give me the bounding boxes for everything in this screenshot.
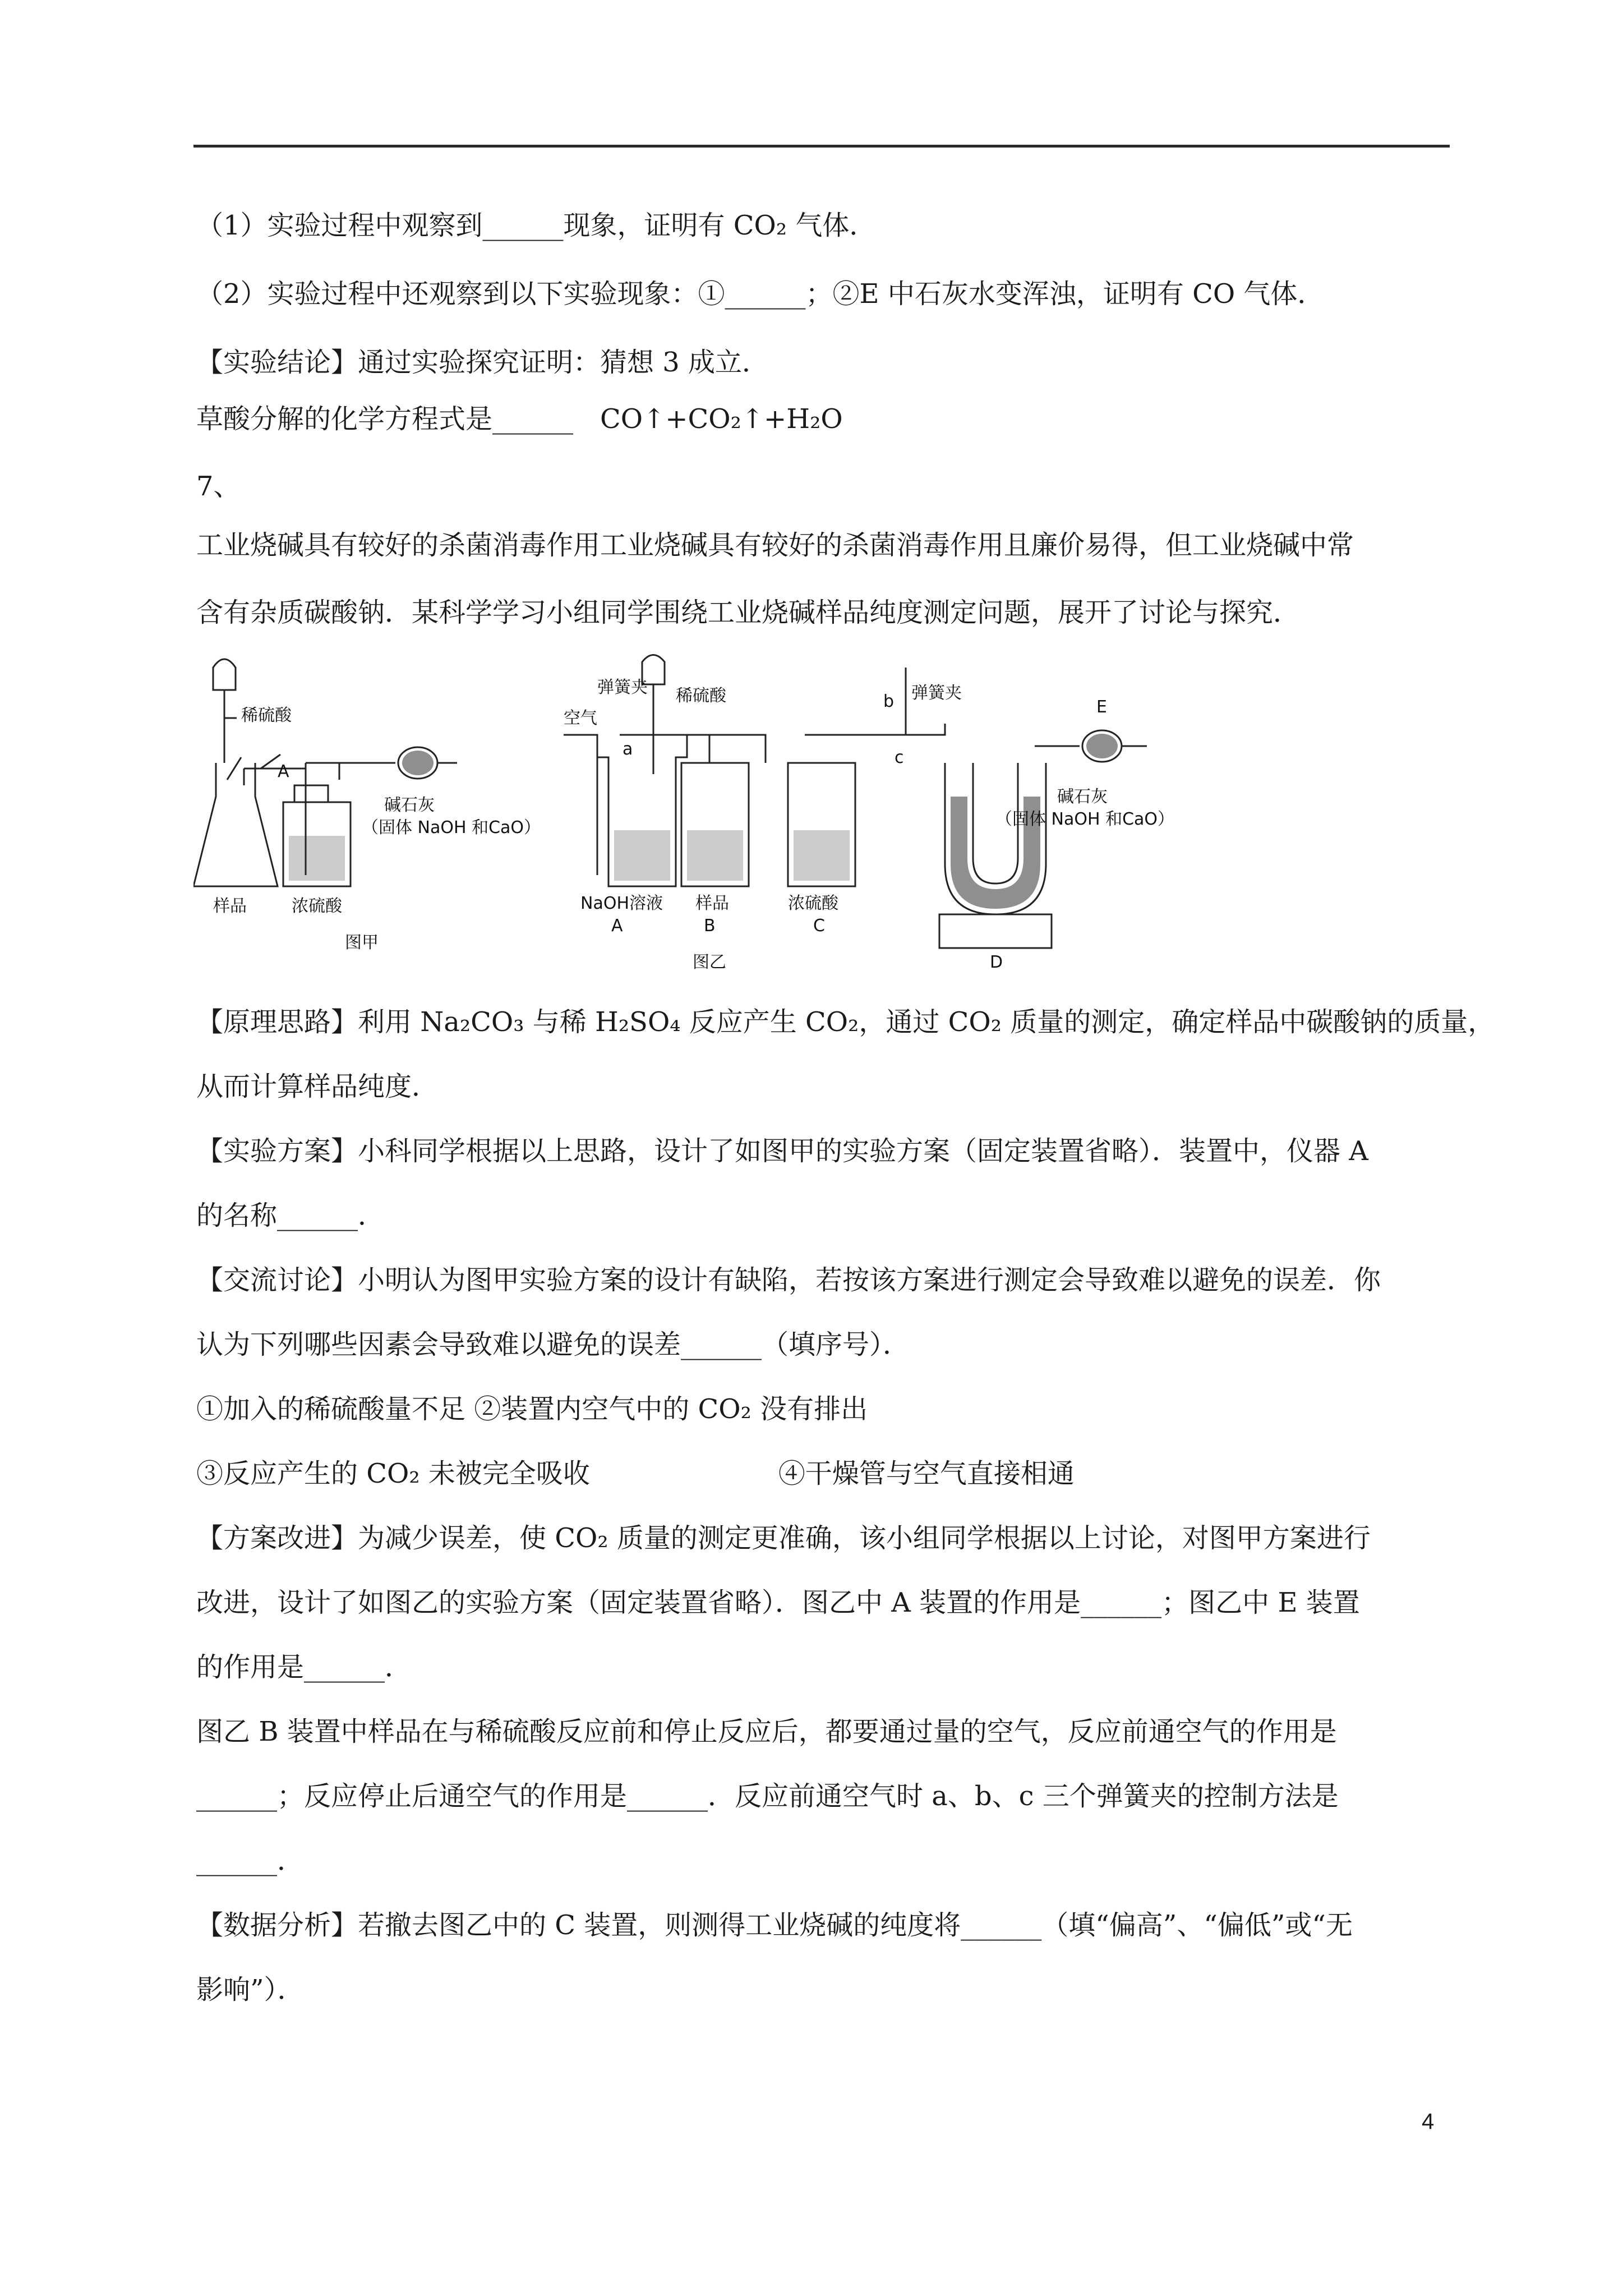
text-line: 的作用是______．	[196, 1651, 412, 1683]
text-line: 【交流讨论】小明认为图甲实验方案的设计有缺陷，若按该方案进行测定会导致难以避免的误差．你	[196, 1264, 1381, 1296]
fig-jia-lime-label-2: （固体 NaOH 和CaO）	[362, 818, 541, 838]
text-line: （1）实验过程中观察到______现象，证明有 CO₂ 气体．	[196, 210, 877, 241]
text-line: 含有杂质碳酸钠．某科学学习小组同学围绕工业烧碱样品纯度测定问题，展开了讨论与探究．	[196, 597, 1301, 628]
fig-yi-label-e: E	[1096, 697, 1107, 717]
question-number: 7、	[196, 471, 241, 502]
text-line: ①加入的稀硫酸量不足 ②装置内空气中的 CO₂ 没有排出	[196, 1393, 868, 1425]
fig-yi-clamp-label-1: 弹簧夹	[597, 678, 648, 697]
fig-jia-acid-label: 浓硫酸	[292, 896, 342, 916]
header-rule	[193, 145, 1450, 148]
text-line: 【实验方案】小科同学根据以上思路，设计了如图甲的实验方案（固定装置省略）．装置中，仪器 A	[196, 1135, 1368, 1167]
text-line: 工业烧碱具有较好的杀菌消毒作用工业烧碱具有较好的杀菌消毒作用且廉价易得，但工业烧碱中常	[196, 530, 1354, 561]
fig-yi-bottle-b-label: 样品	[695, 894, 729, 913]
fig-yi-bottle-a-label: NaOH溶液	[580, 894, 663, 913]
fig-yi-bottle-a-letter: A	[611, 916, 623, 936]
text-line: 【原理思路】利用 Na₂CO₃ 与稀 H₂SO₄ 反应产生 CO₂，通过 CO₂ 质量的测定，确定样品中碳酸钠的质量，	[196, 1006, 1495, 1038]
text-line: 【数据分析】若撤去图乙中的 C 装置，则测得工业烧碱的纯度将______（填“偏高”、“偏低”或“无	[196, 1910, 1353, 1941]
text-line: 认为下列哪些因素会导致难以避免的误差______（填序号）．	[196, 1329, 910, 1360]
fig-yi-clamp-c: c	[895, 748, 904, 767]
text-line: ______．	[196, 1845, 305, 1876]
fig-jia-lime-label-1: 碱石灰	[384, 795, 435, 815]
fig-yi-lime-label-1: 碱石灰	[1057, 787, 1108, 807]
fig-jia-sample-label: 样品	[213, 896, 247, 916]
fig-yi-clamp-a: a	[623, 739, 633, 759]
fig-yi-label-d: D	[990, 953, 1003, 972]
fig-yi-bottle-b-letter: B	[704, 916, 716, 936]
text-line: ______；反应停止后通空气的作用是______．反应前通空气时 a、b、c 三个弹簧夹的控制方法是	[196, 1780, 1339, 1812]
apparatus-figure	[193, 651, 1186, 976]
fig-yi-clamp-b: b	[883, 692, 895, 711]
text-line: 【方案改进】为减少误差，使 CO₂ 质量的测定更准确，该小组同学根据以上讨论，对图甲方案进行	[196, 1522, 1371, 1554]
fig-jia-caption: 图甲	[345, 933, 379, 953]
fig-yi-bottle-c-letter: C	[813, 916, 825, 936]
fig-yi-bottle-c-label: 浓硫酸	[788, 894, 838, 913]
page-number: 4	[1422, 2109, 1435, 2134]
text-line: 【实验结论】通过实验探究证明：猜想 3 成立．	[196, 347, 769, 378]
text-line: 的名称______．	[196, 1200, 385, 1231]
text-line: （2）实验过程中还观察到以下实验现象：①______；②E 中石灰水变浑浊，证明有 CO 气体．	[196, 278, 1325, 310]
fig-jia-instrument-label: A	[278, 762, 289, 781]
fig-yi-air-label: 空气	[564, 708, 597, 728]
fig-yi-caption: 图乙	[693, 953, 726, 972]
text-line: 图乙 B 装置中样品在与稀硫酸反应前和停止反应后，都要通过量的空气，反应前通空气的作用是	[196, 1716, 1337, 1747]
text-line: 从而计算样品纯度．	[196, 1071, 439, 1102]
fig-jia-funnel-label: 稀硫酸	[241, 706, 292, 725]
fig-yi-lime-label-2: （固体 NaOH 和CaO）	[995, 809, 1175, 829]
text-line: 影响”）．	[196, 1974, 305, 2005]
text-line: 改进，设计了如图乙的实验方案（固定装置省略）．图乙中 A 装置的作用是______；图乙中 E 装置	[196, 1587, 1360, 1618]
text-line: 草酸分解的化学方程式是______ CO↑+CO₂↑+H₂O	[196, 403, 843, 435]
fig-yi-clamp-label-2: 弹簧夹	[911, 683, 962, 703]
text-line: ③反应产生的 CO₂ 未被完全吸收 ④干燥管与空气直接相通	[196, 1458, 1075, 1489]
fig-yi-funnel-label: 稀硫酸	[676, 686, 726, 706]
